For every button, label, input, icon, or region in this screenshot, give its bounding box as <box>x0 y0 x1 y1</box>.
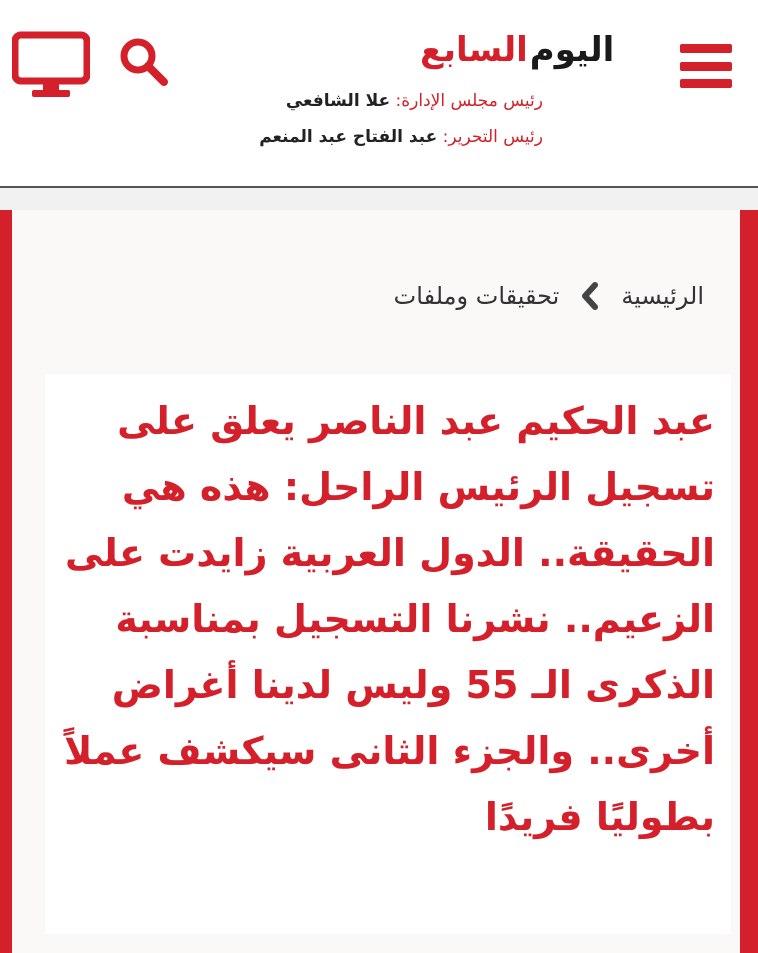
board-chairman-line <box>286 88 543 114</box>
board-chairman-label: رئيس مجلس الإدارة: <box>395 91 543 111</box>
breadcrumb-section-link[interactable]: تحقيقات وملفات <box>393 282 560 310</box>
menu-icon[interactable] <box>680 44 732 88</box>
site-header <box>0 0 758 188</box>
page-border-left <box>0 210 12 953</box>
search-icon[interactable] <box>116 34 170 88</box>
site-logo[interactable] <box>420 26 640 74</box>
menu-bar <box>680 62 732 71</box>
article-headline: عبد الحكيم عبد الناصر يعلق على تسجيل الرئيس الراحل: هذه هي الحقيقة.. الدول العربية زايدت على الزعيم.. نشرنا التسجيل بمناسبة الذكرى الـ 55 وليس لدينا أغراض أخرى.. والجزء الثانى سيكشف عملاً بطوليًا فريدًا <box>63 399 715 839</box>
header-shadow-strip <box>0 188 758 210</box>
tv-icon[interactable] <box>12 30 90 100</box>
editor-in-chief-line <box>259 124 543 150</box>
chevron-left-icon <box>577 279 603 313</box>
editor-in-chief-name: عبد الفتاح عبد المنعم <box>259 127 438 147</box>
headline-box <box>45 374 731 934</box>
logo-word-seventh: السابع <box>420 30 528 70</box>
article-content <box>12 210 740 953</box>
menu-bar <box>680 79 732 88</box>
menu-bar <box>680 44 732 53</box>
logo-word-day: اليوم <box>529 30 615 70</box>
editor-in-chief-label: رئيس التحرير: <box>442 127 543 147</box>
breadcrumb-home-link[interactable]: الرئيسية <box>621 282 704 310</box>
breadcrumb <box>394 276 704 316</box>
page-border-right <box>740 210 758 953</box>
board-chairman-name: علا الشافعي <box>285 91 391 111</box>
